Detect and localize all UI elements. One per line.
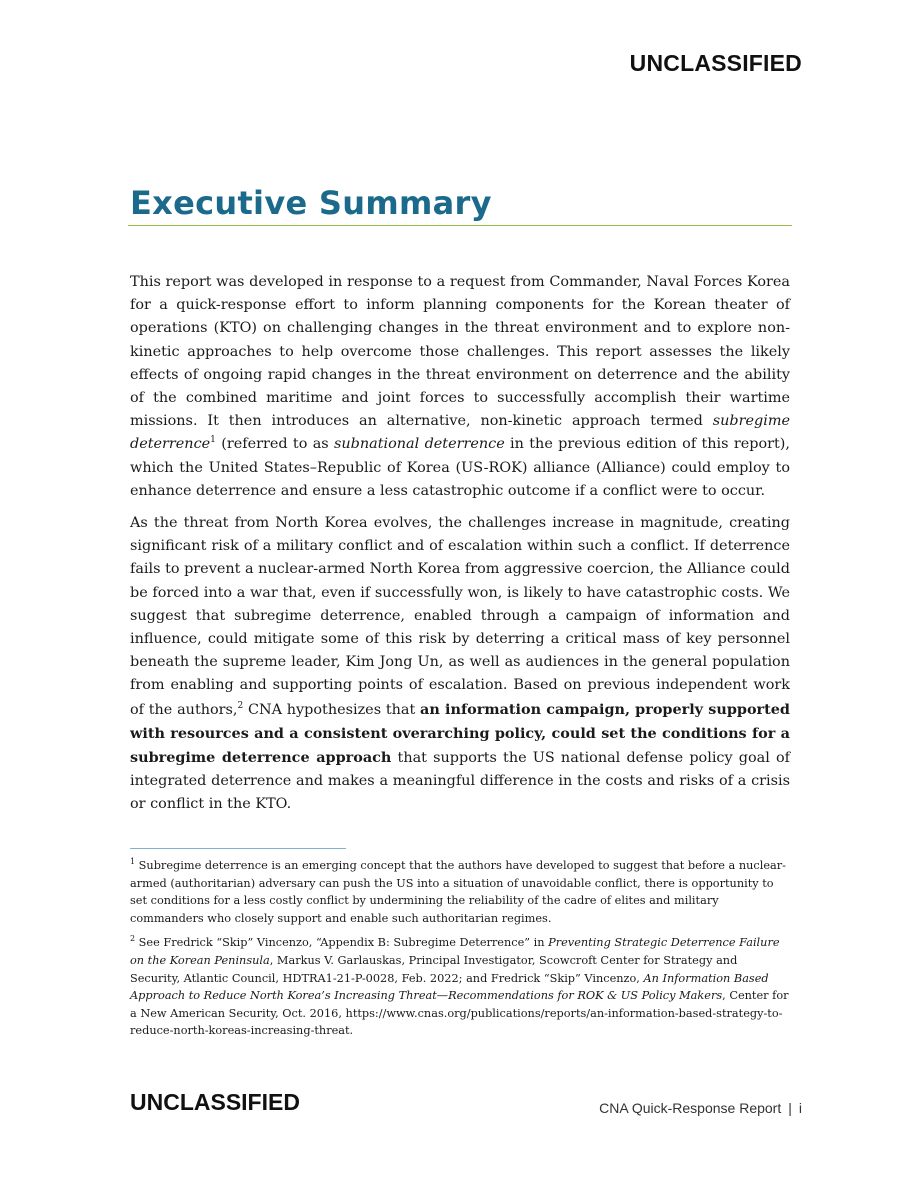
footnote-2-text-3: , Center for a New American Security, Oct. 2016, https://www.cnas.org/publications/reports/an-information-based-strategy-to-reduce-north-koreas-increasing-threat. [130,989,789,1038]
page-title: Executive Summary [130,184,492,222]
footnote-1 [130,857,790,927]
p1-italic-subregime: subregime deterrence [130,413,790,453]
title-divider [128,225,792,226]
footnote-divider [130,848,346,849]
footnote-2-italic-2: An Information Based Approach to Reduce North Korea’s Increasing Threat—Recommendations for ROK & US Policy Makers [130,971,769,1003]
p1-italic-subnational: subnational deterrence [334,436,505,453]
p2-text-1: As the threat from North Korea evolves, the challenges increase in magnitude, creating significant risk of a military conflict and of escalation within such a conflict. If deterrence fails to prevent a nuclear-armed North Korea from aggressive coercion, the Alliance could be forced into a war that, even if successfully won, is likely to have catastrophic costs. We suggest that subregime deterrence, enabled through a campaign of information and influence, could mitigate some of this risk by deterring a critical mass of key personnel beneath the supreme leader, Kim Jong Un, as well as audiences in the general population from enabling and supporting points of escalation. Based on previous independent work of the authors, [130,515,790,718]
footer-classification: UNCLASSIFIED [130,1089,300,1115]
footer-report-label: CNA Quick-Response Report [599,1100,782,1116]
footnote-2-text-1: See Fredrick “Skip” Vincenzo, “Appendix B: Subregime Deterrence” in [135,936,549,950]
p2-text-3: that supports the US national defense policy goal of integrated deterrence and makes a meaningful difference in the costs and risks of a crisis or conflict in the KTO. [130,750,790,813]
header-classification: UNCLASSIFIED [629,50,802,76]
footnotes [130,857,790,1047]
footnote-2-italic-1: Preventing Strategic Deterrence Failure on the Korean Peninsula [130,936,780,967]
footer-page-number: i [798,1100,802,1116]
body-text [130,271,790,826]
p2-bold-hypothesis: an information campaign, properly supported with resources and a consistent overarching policy, could set the conditions for a subregime deterrence approach [130,700,790,767]
footnote-ref-2[interactable]: 2 [237,700,244,711]
p1-text-3: in the previous edition of this report), which the United States–Republic of Korea (US-ROK) alliance (Alliance) could employ to enhance deterrence and ensure a less catastrophic outcome if a conflict were to occur. [130,436,790,499]
p1-text-2: (referred to as [215,436,335,453]
p2-text-2: CNA hypothesizes that [243,701,421,718]
footnote-1-number: 1 [130,857,136,867]
footnote-2-number: 2 [130,934,136,944]
footnote-2-text-2: , Markus V. Garlauskas, Principal Investigator, Scowcroft Center for Strategy and Security, Atlantic Council, HDTRA1-21-P-0028, Feb. 2022; and Fredrick “Skip” Vincenzo, [130,953,738,985]
footnote-ref-1[interactable]: 1 [210,435,216,446]
paragraph-2 [130,512,790,817]
footer-separator: | [788,1100,792,1116]
footer-report-info [599,1100,802,1116]
p1-text-1: This report was developed in response to a request from Commander, Naval Forces Korea for a quick-response effort to inform planning components for the Korean theater of operations (KTO) on challenging changes in the threat environment and to explore non-kinetic approaches to help overcome those challenges. This report assesses the likely effects of ongoing rapid changes in the threat environment on deterrence and the ability of the combined maritime and joint forces to successfully accomplish their wartime missions. It then introduces an alternative, non-kinetic approach termed [130,274,790,430]
footnote-1-text: Subregime deterrence is an emerging concept that the authors have developed to suggest that before a nuclear-armed (authoritarian) adversary can push the US into a situation of unavoidable conflict, there is opportunity to set conditions for a less costly conflict by undermining the reliability of the cadre of elites and military commanders who closely support and enable such authoritarian regimes. [130,859,786,925]
paragraph-1 [130,271,790,503]
footnote-2 [130,934,790,1040]
